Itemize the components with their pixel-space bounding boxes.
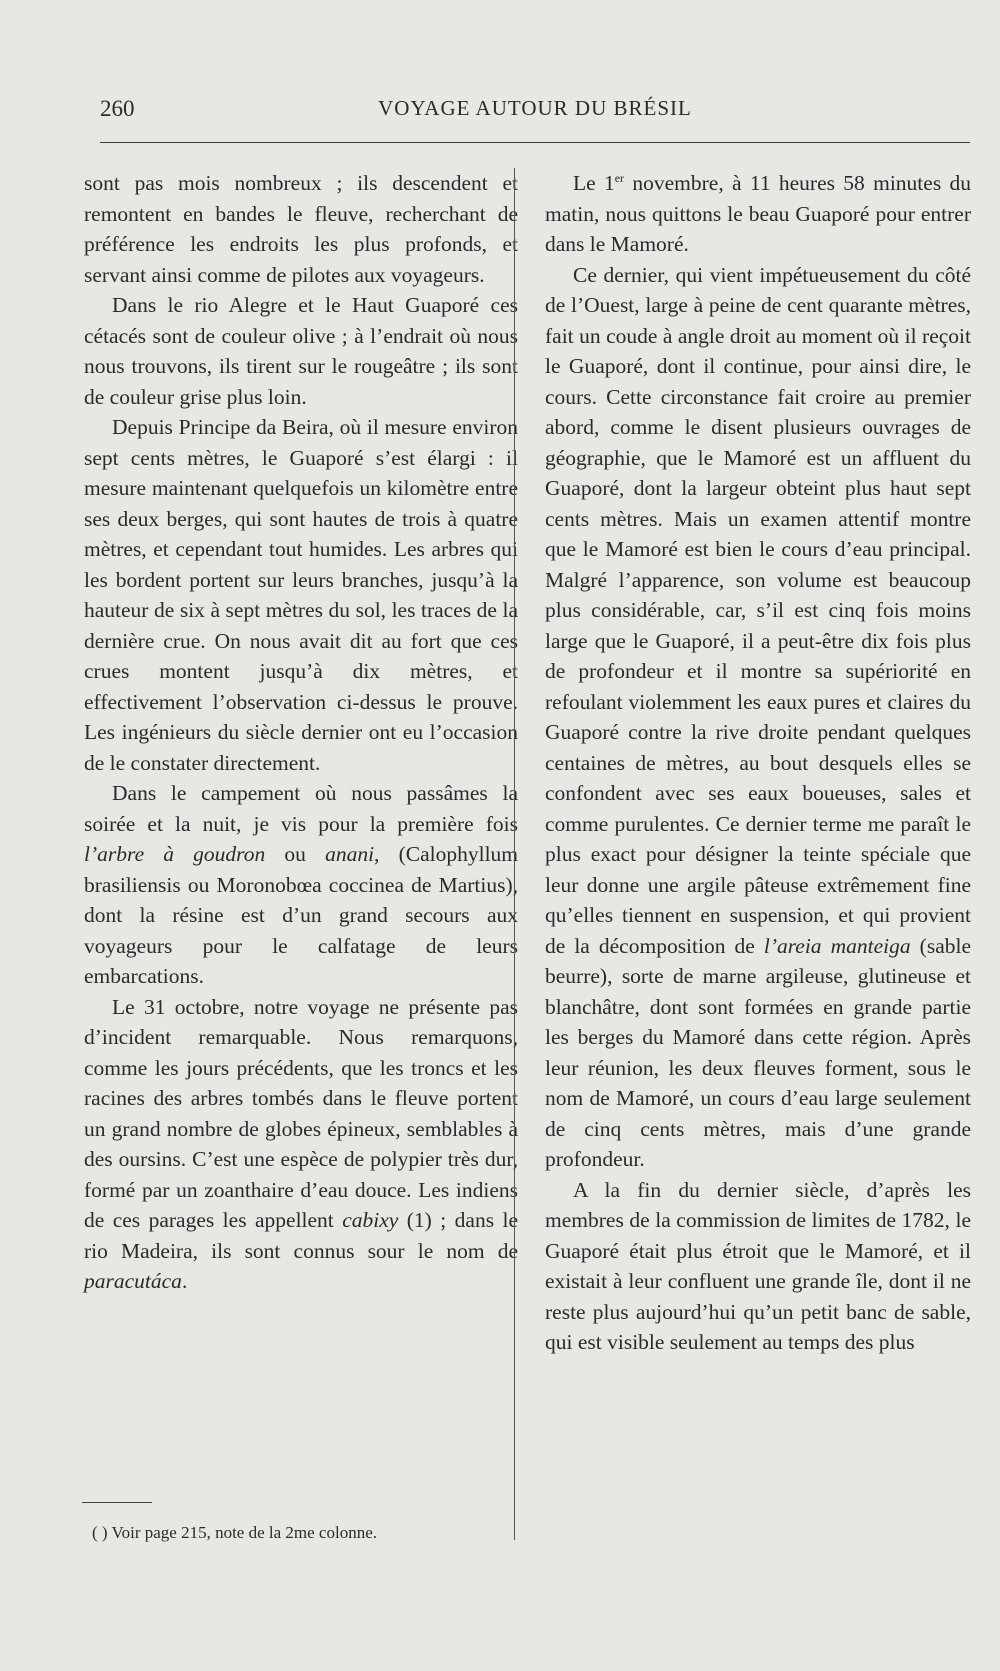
paragraph — [545, 260, 971, 1175]
italic-term: l’arbre à goudron — [84, 842, 266, 866]
text-run: Ce dernier, qui vient impétueusement du côté de l’Ouest, large à peine de cent quarante mètres, fait un coude à angle droit au moment où il reçoit le Guaporé, dont il continue, pour ainsi dire, le cours. Cette circonstance fait croire au premier abord, comme le disent plusieurs ouvrages de géographie, que le Mamoré est un affluent du Guaporé, dont la largeur obteint plus haut sept cents mètres. Mais un examen attentif montre que le Mamoré est bien le cours d’eau principal. Malgré l’apparence, son volume est beaucoup plus considérable, car, s’il est cinq fois moins large que le Guaporé, il a peut-être dix fois plus de profondeur et il montre sa supériorité en refoulant violemment les eaux pures et claires du Guaporé contre la rive droite pendant quelques centaines de mètres, au bout desquels elles se confondent avec ses eaux boueuses, sales et comme purulentes. Ce dernier terme me paraît le plus exact pour désigner la teinte spéciale que leur donne une argile pâteuse extrêmement fine qu’elles tiennent en suspension, et qui provient de la décomposition de — [545, 262, 971, 958]
italic-term: anani — [325, 842, 375, 866]
text-run: ou — [265, 842, 326, 866]
footnote: ( ) Voir page 215, note de la 2me colonne. — [92, 1523, 377, 1542]
footnote-rule — [82, 1502, 152, 1503]
paragraph: sont pas mois nombreux ; ils descendent et remontent en bandes le fleuve, recherchant de préférence les endroits les plus profonds, et servant ainsi comme de pilotes aux voyageurs. — [84, 171, 518, 287]
column-divider — [514, 168, 515, 1540]
italic-term: l’areia manteiga — [763, 933, 911, 958]
text-run: Le 31 octobre, notre voyage ne présente pas d’incident remarquable. Nous remarquons, comme les jours précédents, que les troncs et les racines des arbres tombés dans le fleuve portent un grand nombre de globes épineux, semblables à des oursins. C’est une espèce de polypier très dur, formé par un zoanthaire d’eau douce. Les indiens de ces parages les appellent — [84, 994, 518, 1232]
paragraph: Depuis Principe da Beira, où il mesure environ sept cents mètres, le Guaporé s’est élargi : il mesure maintenant quelquefois un kilomètre entre ses deux berges, qui sont hautes de trois à quatre mètres, et cependant tout humides. Les arbres qui les bordent portent sur leurs branches, jusqu’à la hauteur de six à sept mètres du sol, les traces de la dernière crue. On nous avait dit au fort que ces crues montent jusqu’à dix mètres, et effectivement l’observation ci-dessus le prouve. Les ingénieurs du siècle dernier ont eu l’occasion de le constater directement. — [84, 415, 518, 775]
text-run: novembre, à 11 heures 58 minutes du matin, nous quittons le beau Guaporé pour entrer dans le Mamoré. — [545, 171, 971, 256]
page-header — [100, 96, 970, 136]
paragraph: Dans le rio Alegre et le Haut Guaporé ces cétacés sont de couleur olive ; à l’endrait où nous nous trouvons, ils tirent sur le rougeâtre ; ils sont de couleur grise plus loin. — [84, 293, 518, 409]
paragraph — [84, 992, 518, 1297]
ordinal-superscript: er — [614, 170, 625, 185]
paragraph: A la fin du dernier siècle, d’après les membres de la commission de limites de 1782, le Guaporé était plus étroit que le Mamoré, et il existait à leur confluent une grande île, dont il ne reste plus aujourd’hui qu’un petit banc de sable, qui est visible seulement au temps des plus — [545, 1177, 971, 1354]
left-column — [84, 168, 518, 1297]
italic-term: cabixy — [342, 1208, 399, 1232]
text-run: Le 1 — [573, 171, 615, 195]
running-title: VOYAGE AUTOUR DU BRÉSIL — [378, 96, 692, 120]
page-number: 260 — [100, 96, 135, 121]
text-run: (1) ; dans le rio Madeira, ils sont connus sour le nom de — [84, 1208, 518, 1263]
text-run: (sable beurre), sorte de marne argileuse, glutineuse et blanchâtre, dont sont formées en grande partie les berges du Mamoré dans cette région. Après leur réunion, les deux fleuves forment, sous le nom de Mamoré, un cours d’eau large seulement de cinq cents mètres, mais d’une grande profondeur. — [545, 933, 971, 1171]
header-rule — [100, 142, 970, 143]
italic-term: paracutáca — [84, 1269, 182, 1293]
text-run: . — [181, 1269, 188, 1293]
paragraph — [84, 778, 518, 992]
right-column — [545, 168, 971, 1358]
text-run: , (Calophyllum brasiliensis ou Moronobœa coccinea de Martius), dont la résine est d’un grand secours aux voyageurs pour le calfatage de leurs embarcations. — [84, 842, 519, 988]
text-run: Dans le campement où nous passâmes la soirée et la nuit, je vis pour la première fois — [84, 781, 518, 836]
paragraph — [545, 168, 971, 260]
